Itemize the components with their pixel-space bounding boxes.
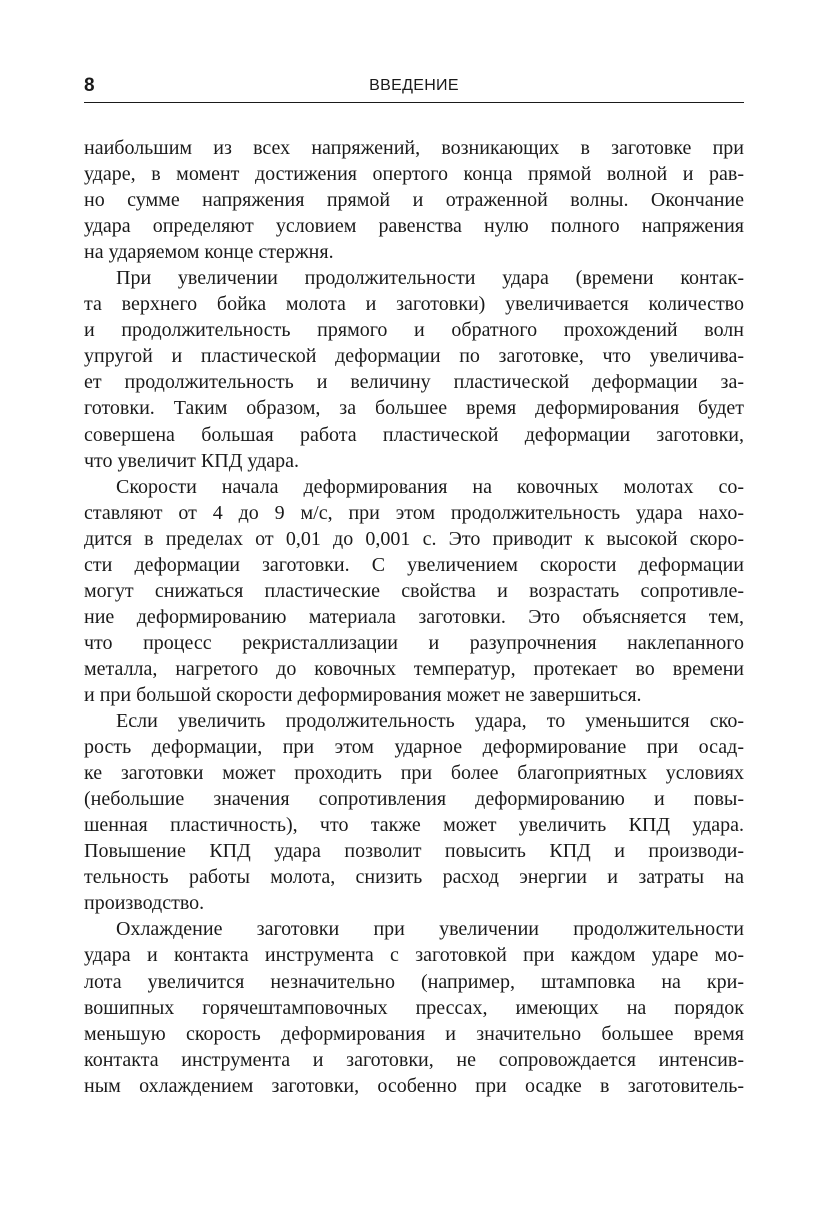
text-line: Охлаждение заготовки при увеличении продолжительности — [116, 918, 744, 941]
text-line: и продолжительность прямого и обратного прохождений волн — [84, 319, 744, 342]
text-line: дится в пределах от 0,01 до 0,001 с. Это приводит к высокой скоро- — [84, 527, 744, 550]
paragraph — [84, 474, 744, 708]
text-line: (небольшие значения сопротивления деформированию и повы- — [84, 788, 744, 811]
text-line: тельность работы молота, снизить расход энергии и затраты на — [84, 866, 744, 889]
header-rule — [84, 102, 744, 103]
text-line: та верхнего бойка молота и заготовки) увеличивается количество — [84, 293, 744, 316]
text-line: удара определяют условием равенства нулю полного напряжения — [84, 215, 744, 238]
text-line: меньшую скорость деформирования и значительно большее время — [84, 1022, 744, 1045]
book-page — [84, 0, 744, 1097]
text-line: наибольшим из всех напряжений, возникающих в заготовке при — [84, 137, 744, 159]
text-line: металла, нагретого до ковочных температур, протекает во времени — [84, 657, 744, 680]
page-number: 8 — [84, 75, 95, 96]
text-line: готовки. Таким образом, за большее время деформирования будет — [84, 397, 744, 420]
text-line: Повышение КПД удара позволит повысить КПД и производи- — [84, 840, 744, 863]
paragraph — [84, 916, 744, 1098]
text-line: что увеличит КПД удара. — [84, 449, 300, 472]
text-line: шенная пластичность), что также может увеличить КПД удара. — [84, 814, 744, 837]
text-line: ставляют от 4 до 9 м/с, при этом продолжительность удара нахо- — [84, 501, 744, 524]
text-line: ет продолжительность и величину пластической деформации за- — [84, 371, 744, 394]
text-line: При увеличении продолжительности удара (времени контак- — [116, 267, 744, 290]
text-line: Скорости начала деформирования на ковочных молотах со- — [116, 475, 744, 498]
text-line: совершена большая работа пластической деформации заготовки, — [84, 423, 744, 446]
text-line: ударе, в момент достижения опертого конца прямой волной и рав- — [84, 163, 744, 186]
text-line: ке заготовки может проходить при более благоприятных условиях — [84, 762, 744, 785]
text-line: рость деформации, при этом ударное деформирование при осад- — [84, 736, 744, 759]
text-line: производство. — [84, 892, 205, 915]
text-line: ние деформированию материала заготовки. Это объясняется тем, — [84, 605, 744, 628]
text-line: сти деформации заготовки. С увеличением скорости деформации — [84, 553, 744, 576]
text-line: упругой и пластической деформации по заготовке, что увеличива- — [84, 345, 744, 368]
text-line: но сумме напряжения прямой и отраженной волны. Окончание — [84, 189, 744, 212]
text-line: ным охлаждением заготовки, особенно при осадке в заготовитель- — [84, 1074, 744, 1097]
text-line: вошипных горячештамповочных прессах, имеющих на порядок — [84, 996, 744, 1019]
body-text — [84, 135, 744, 1099]
text-line: контакта инструмента и заготовки, не сопровождается интенсив- — [84, 1048, 744, 1071]
paragraph — [84, 708, 744, 916]
text-line: на ударяемом конце стержня. — [84, 241, 334, 264]
text-line: что процесс рекристаллизации и разупрочнения наклепанного — [84, 631, 744, 654]
text-line: лота увеличится незначительно (например, штамповка на кри- — [84, 970, 744, 993]
text-line: могут снижаться пластические свойства и возрастать сопротивле- — [84, 579, 744, 602]
paragraph — [84, 265, 744, 473]
running-head — [84, 0, 744, 104]
text-line: и при большой скорости деформирования может не завершиться. — [84, 683, 642, 706]
text-line: Если увеличить продолжительность удара, то уменьшится ско- — [116, 710, 744, 733]
paragraph — [84, 135, 744, 265]
text-line: удара и контакта инструмента с заготовкой при каждом ударе мо- — [84, 944, 744, 967]
section-title: ВВЕДЕНИЕ — [369, 77, 459, 94]
